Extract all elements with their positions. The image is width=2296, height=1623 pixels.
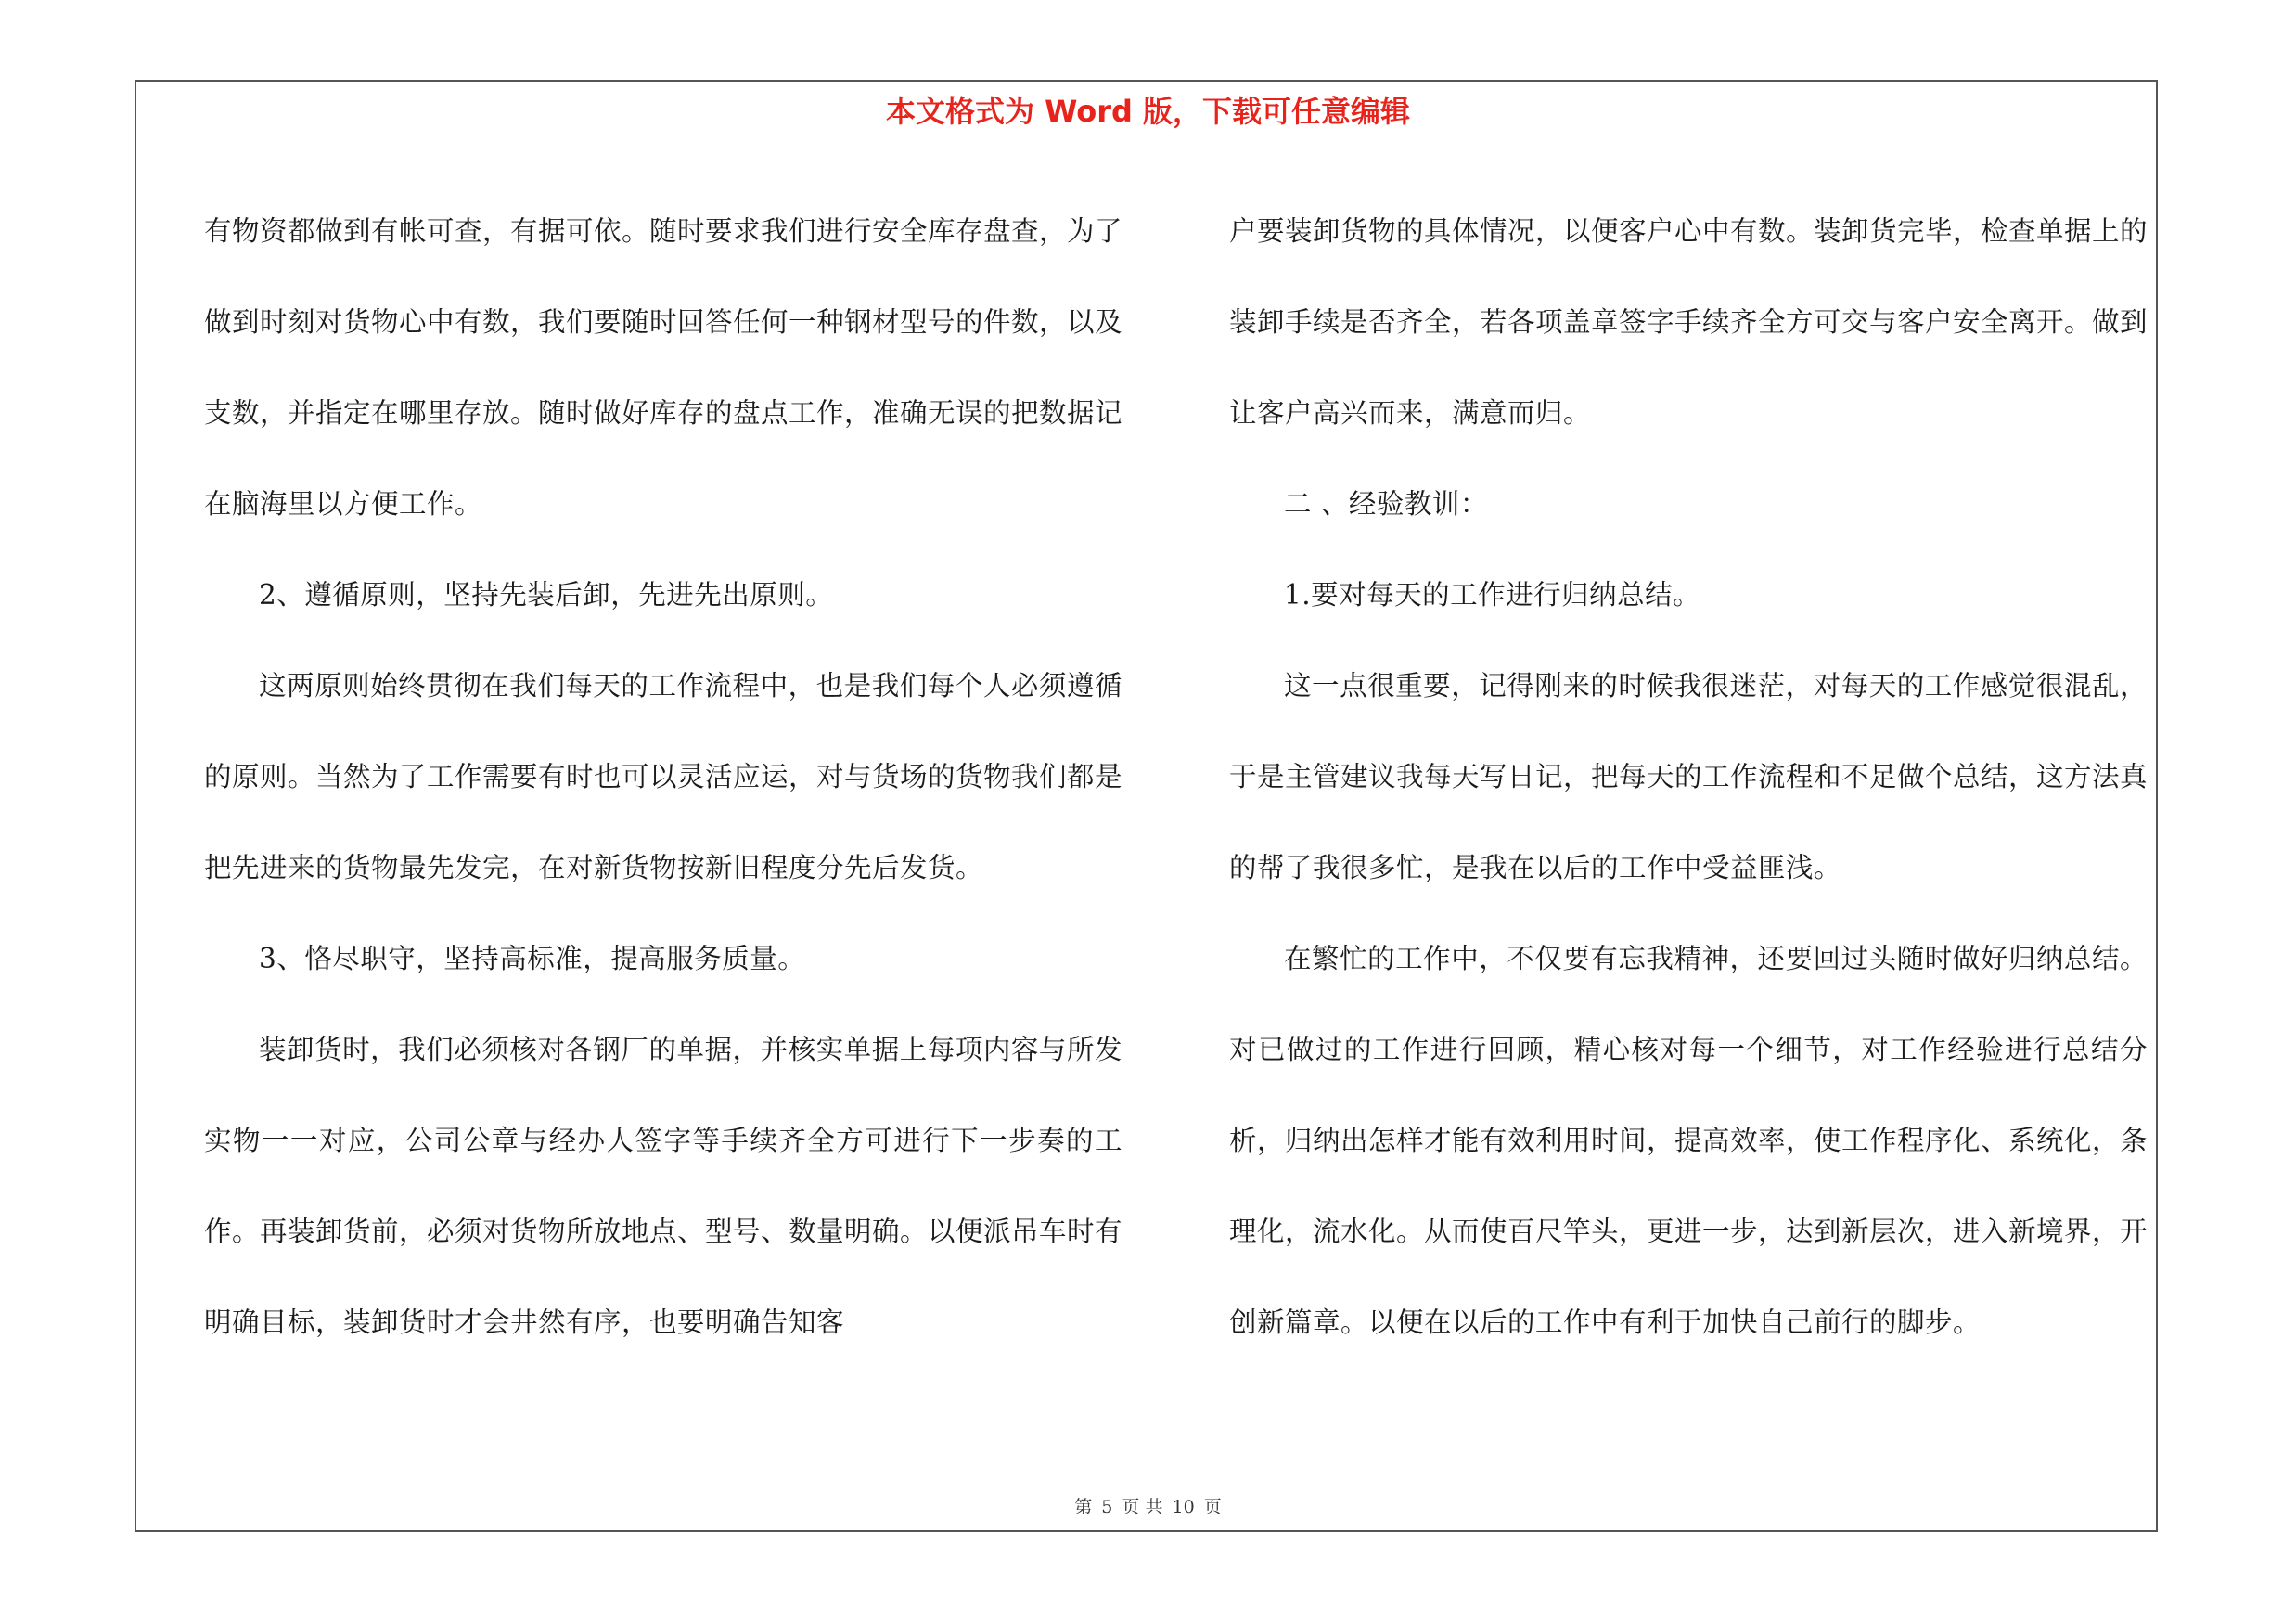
footer-suffix: 页 xyxy=(1203,1497,1222,1517)
footer-prefix: 第 xyxy=(1074,1497,1093,1517)
left-text-column xyxy=(204,186,1122,1429)
current-page-number: 5 xyxy=(1101,1497,1113,1517)
total-page-count: 10 xyxy=(1172,1497,1195,1517)
paragraph: 在繁忙的工作中，不仅要有忘我精神，还要回过头随时做好归纳总结。对已做过的工作进行回顾，精心核对每一个细节，对工作经验进行总结分析，归纳出怎样才能有效利用时间，提高效率，使工作程序化、系统化，条理化，流水化。从而使百尺竿头，更进一步，达到新层次，进入新境界，开创新篇章。以便在以后的工作中有利于加快自己前行的脚步。 xyxy=(1229,943,2148,1338)
paragraph: 有物资都做到有帐可查，有据可依。随时要求我们进行安全库存盘查，为了做到时刻对货物心中有数，我们要随时回答任何一种钢材型号的件数，以及支数，并指定在哪里存放。随时做好库存的盘点工作，准确无误的把数据记在脑海里以方便工作。 xyxy=(204,215,1122,520)
footer-middle: 页 共 xyxy=(1122,1497,1163,1517)
right-text-column xyxy=(1229,186,2148,1429)
paragraph: 这一点很重要，记得刚来的时候我很迷茫，对每天的工作感觉很混乱，于是主管建议我每天写日记，把每天的工作流程和不足做个总结，这方法真的帮了我很多忙，是我在以后的工作中受益匪浅。 xyxy=(1229,670,2148,883)
section-heading: 二 、经验教训： xyxy=(1284,488,1488,520)
paragraph: 户要装卸货物的具体情况，以便客户心中有数。装卸货完毕，检查单据上的装卸手续是否齐全，若各项盖章签字手续齐全方可交与客户安全离开。做到让客户高兴而来，满意而归。 xyxy=(1229,215,2148,429)
page-number-footer xyxy=(0,1496,2296,1518)
paragraph: 2、遵循原则，坚持先装后卸，先进先出原则。 xyxy=(259,579,834,611)
subsection-heading: 1.要对每天的工作进行归纳总结。 xyxy=(1284,579,1701,611)
paragraph: 3、恪尽职守，坚持高标准，提高服务质量。 xyxy=(259,943,806,974)
paragraph: 装卸货时，我们必须核对各钢厂的单据，并核实单据上每项内容与所发实物一一对应，公司公章与经办人签字等手续齐全方可进行下一步奏的工作。再装卸货前，必须对货物所放地点、型号、数量明确。以便派吊车时有明确目标，装卸货时才会井然有序，也要明确告知客 xyxy=(204,1034,1122,1338)
paragraph: 这两原则始终贯彻在我们每天的工作流程中，也是我们每个人必须遵循的原则。当然为了工作需要有时也可以灵活应运，对与货场的货物我们都是把先进来的货物最先发完，在对新货物按新旧程度分先后发货。 xyxy=(204,670,1122,883)
format-banner: 本文格式为 Word 版，下载可任意编辑 xyxy=(885,94,1411,129)
